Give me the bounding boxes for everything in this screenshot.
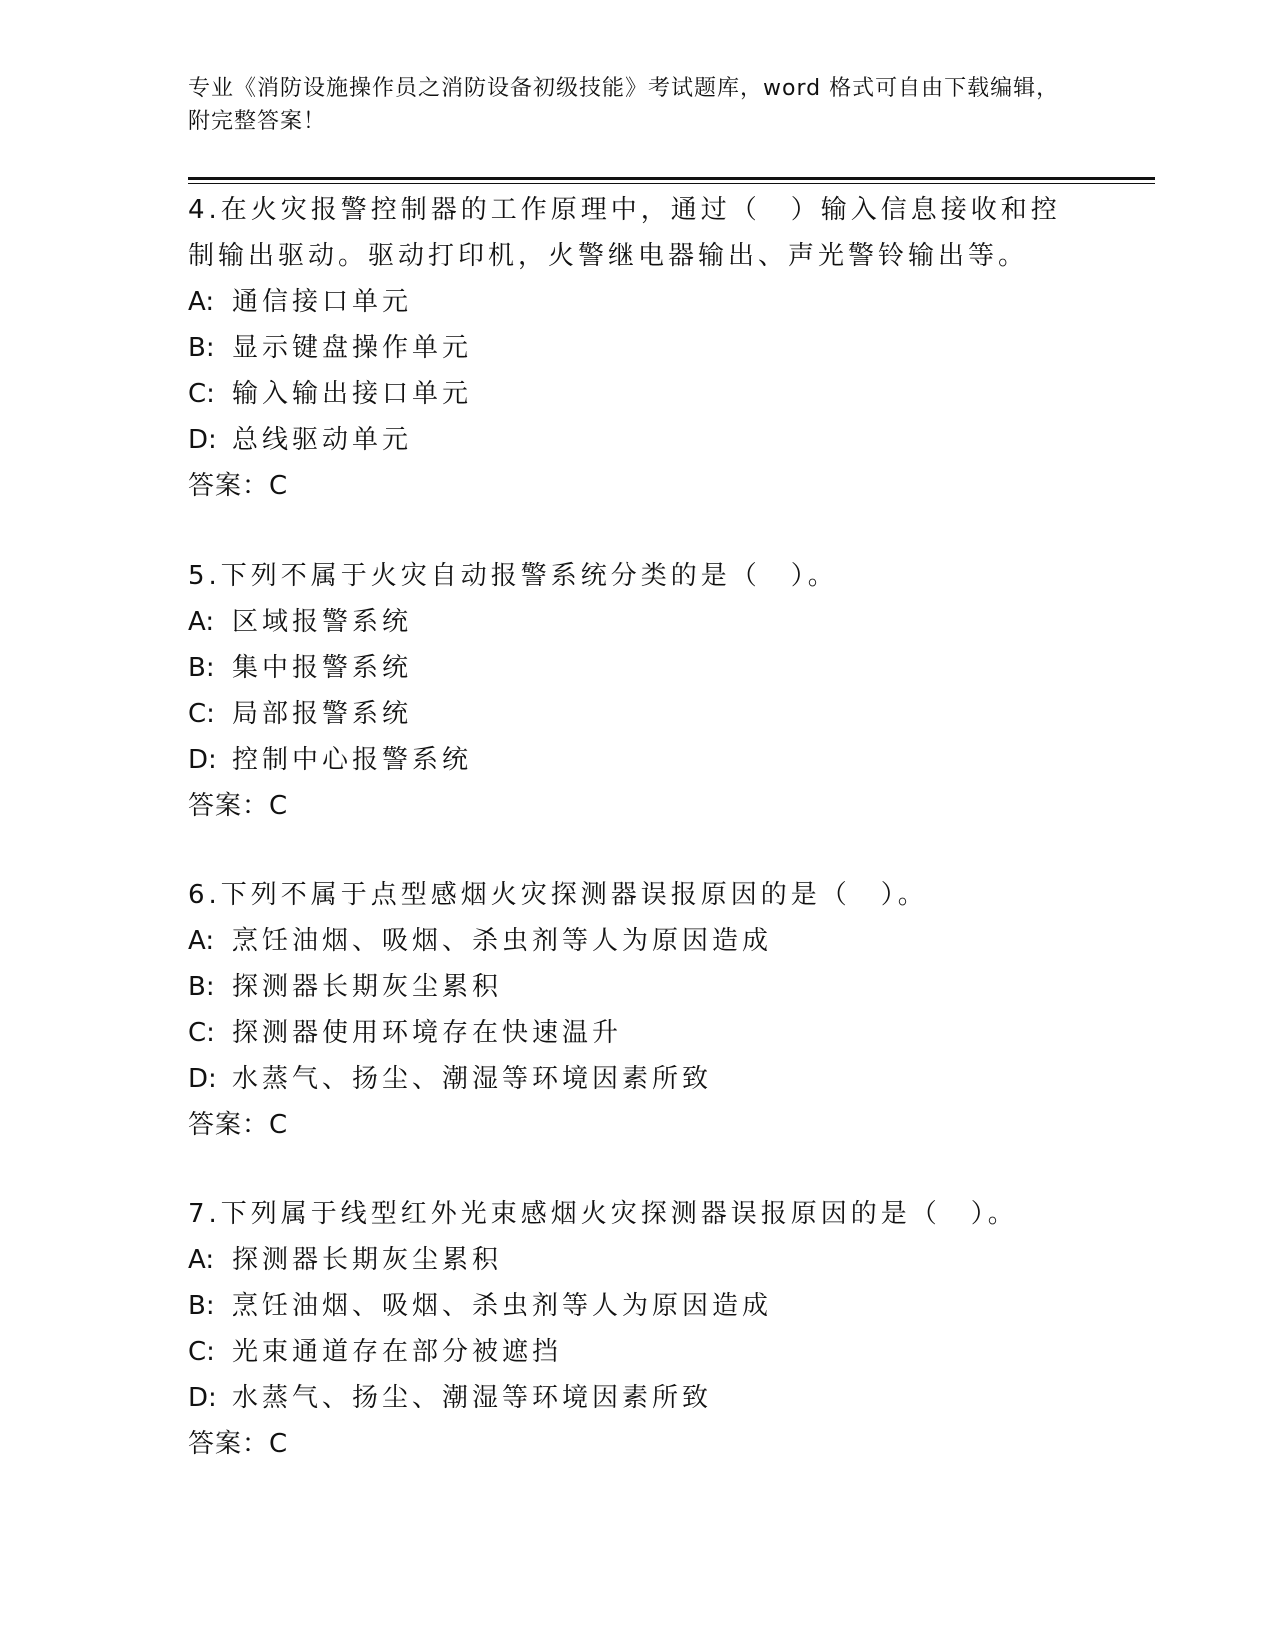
question-6 <box>188 872 1088 1148</box>
option-c <box>188 371 1088 417</box>
option-letter: D: <box>188 1383 217 1413</box>
option-text: 光束通道存在部分被遮挡 <box>232 1337 563 1367</box>
option-letter: C: <box>188 1337 215 1367</box>
option-d <box>188 1056 1088 1102</box>
question-4 <box>188 187 1088 509</box>
option-a <box>188 918 1088 964</box>
option-c <box>188 691 1088 737</box>
option-c <box>188 1010 1088 1056</box>
option-letter: C: <box>188 1018 215 1048</box>
option-c <box>188 1329 1088 1375</box>
option-letter: D: <box>188 745 217 775</box>
question-stem: 5.下列不属于火灾自动报警系统分类的是（ ）。 <box>188 561 838 591</box>
option-letter: C: <box>188 379 215 409</box>
option-a <box>188 599 1088 645</box>
question-stem: 4.在火灾报警控制器的工作原理中，通过（ ）输入信息接收和控制输出驱动。驱动打印机，火警继电器输出、声光警铃输出等。 <box>188 195 1061 271</box>
option-text: 通信接口单元 <box>232 287 413 317</box>
option-letter: A: <box>188 1245 215 1275</box>
option-letter: A: <box>188 287 215 317</box>
option-a <box>188 279 1088 325</box>
option-text: 烹饪油烟、吸烟、杀虫剂等人为原因造成 <box>232 926 773 956</box>
option-letter: B: <box>188 333 215 363</box>
option-letter: B: <box>188 653 215 683</box>
option-letter: A: <box>188 926 215 956</box>
option-d <box>188 1375 1088 1421</box>
option-text: 局部报警系统 <box>232 699 413 729</box>
answer-line: 答案：C <box>188 471 289 501</box>
option-text: 探测器长期灰尘累积 <box>232 1245 503 1275</box>
option-text: 输入输出接口单元 <box>232 379 473 409</box>
option-text: 控制中心报警系统 <box>232 745 473 775</box>
option-text: 探测器使用环境存在快速温升 <box>232 1018 623 1048</box>
option-text: 探测器长期灰尘累积 <box>232 972 503 1002</box>
answer-line: 答案：C <box>188 1429 289 1459</box>
option-letter: D: <box>188 1064 217 1094</box>
option-b <box>188 325 1088 371</box>
option-letter: B: <box>188 972 215 1002</box>
option-b <box>188 964 1088 1010</box>
option-a <box>188 1237 1088 1283</box>
option-text: 区域报警系统 <box>232 607 413 637</box>
option-text: 烹饪油烟、吸烟、杀虫剂等人为原因造成 <box>232 1291 773 1321</box>
option-d <box>188 417 1088 463</box>
option-text: 显示键盘操作单元 <box>232 333 473 363</box>
header-divider-thin <box>188 183 1155 184</box>
option-letter: B: <box>188 1291 215 1321</box>
option-b <box>188 1283 1088 1329</box>
option-text: 集中报警系统 <box>232 653 413 683</box>
answer-line: 答案：C <box>188 791 289 821</box>
option-d <box>188 737 1088 783</box>
question-stem: 6.下列不属于点型感烟火灾探测器误报原因的是（ ）。 <box>188 880 928 910</box>
option-letter: C: <box>188 699 215 729</box>
question-stem: 7.下列属于线型红外光束感烟火灾探测器误报原因的是（ ）。 <box>188 1199 1018 1229</box>
question-5 <box>188 553 1088 829</box>
option-text: 总线驱动单元 <box>232 425 413 455</box>
question-7 <box>188 1191 1088 1467</box>
document-header: 专业《消防设施操作员之消防设备初级技能》考试题库，word 格式可自由下载编辑，附完整答案！ <box>188 76 1060 134</box>
header-divider-thick <box>188 177 1155 180</box>
option-b <box>188 645 1088 691</box>
option-text: 水蒸气、扬尘、潮湿等环境因素所致 <box>232 1064 713 1094</box>
option-letter: A: <box>188 607 215 637</box>
option-letter: D: <box>188 425 217 455</box>
answer-line: 答案：C <box>188 1110 289 1140</box>
option-text: 水蒸气、扬尘、潮湿等环境因素所致 <box>232 1383 713 1413</box>
